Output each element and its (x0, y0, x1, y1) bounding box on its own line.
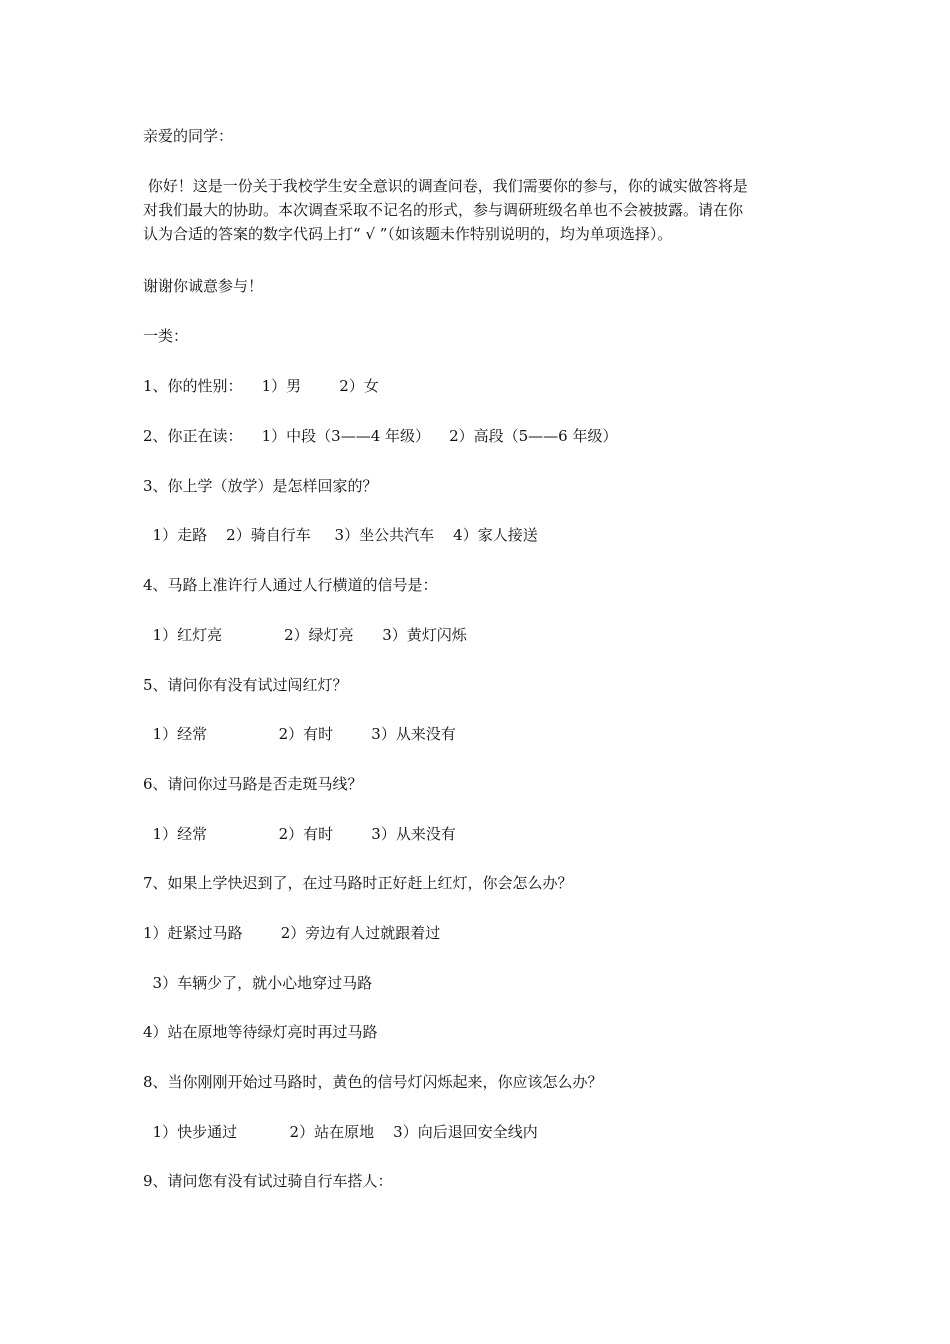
intro-paragraph (143, 174, 808, 246)
question-4: 4、马路上准许行人通过人行横道的信号是： (143, 576, 438, 594)
intro-line: 你好！这是一份关于我校学生安全意识的调查问卷，我们需要你的参与，你的诚实做答将是 (143, 177, 748, 195)
question-2: 2、你正在读： 1）中段（3——4 年级） 2）高段（5——6 年级） (143, 427, 618, 445)
question-9: 9、请问您有没有试过骑自行车搭人： (143, 1172, 393, 1190)
greeting: 亲爱的同学： (143, 127, 234, 145)
intro-line: 对我们最大的协助。本次调查采取不记名的形式，参与调研班级名单也不会被披露。请在你 (143, 201, 744, 219)
question-3-options: 1）走路 2）骑自行车 3）坐公共汽车 4）家人接送 (143, 526, 538, 544)
question-3: 3、你上学（放学）是怎样回家的？ (143, 477, 378, 495)
question-7-option-line: 4）站在原地等待绿灯亮时再过马路 (143, 1023, 378, 1041)
question-5: 5、请问你有没有试过闯红灯？ (143, 676, 348, 694)
question-7-option-line: 3）车辆少了，就小心地穿过马路 (143, 974, 373, 992)
question-6: 6、请问你过马路是否走斑马线？ (143, 775, 363, 793)
question-8: 8、当你刚刚开始过马路时，黄色的信号灯闪烁起来，你应该怎么办？ (143, 1073, 603, 1091)
question-7-option-line: 1）赶紧过马路 2）旁边有人过就跟着过 (143, 924, 441, 942)
question-7: 7、如果上学快迟到了，在过马路时正好赶上红灯，你会怎么办？ (143, 874, 573, 892)
question-5-options: 1）经常 2）有时 3）从来没有 (143, 725, 456, 743)
category-heading: 一类： (143, 327, 189, 345)
question-4-options: 1）红灯亮 2）绿灯亮 3）黄灯闪烁 (143, 626, 467, 644)
intro-line: 认为合适的答案的数字代码上打“ √ ”（如该题未作特别说明的，均为单项选择）。 (143, 225, 673, 243)
question-1: 1、你的性别： 1）男 2）女 (143, 377, 379, 395)
question-6-options: 1）经常 2）有时 3）从来没有 (143, 825, 456, 843)
question-8-options: 1）快步通过 2）站在原地 3）向后退回安全线内 (143, 1123, 538, 1141)
thanks-line: 谢谢你诚意参与！ (143, 277, 264, 295)
